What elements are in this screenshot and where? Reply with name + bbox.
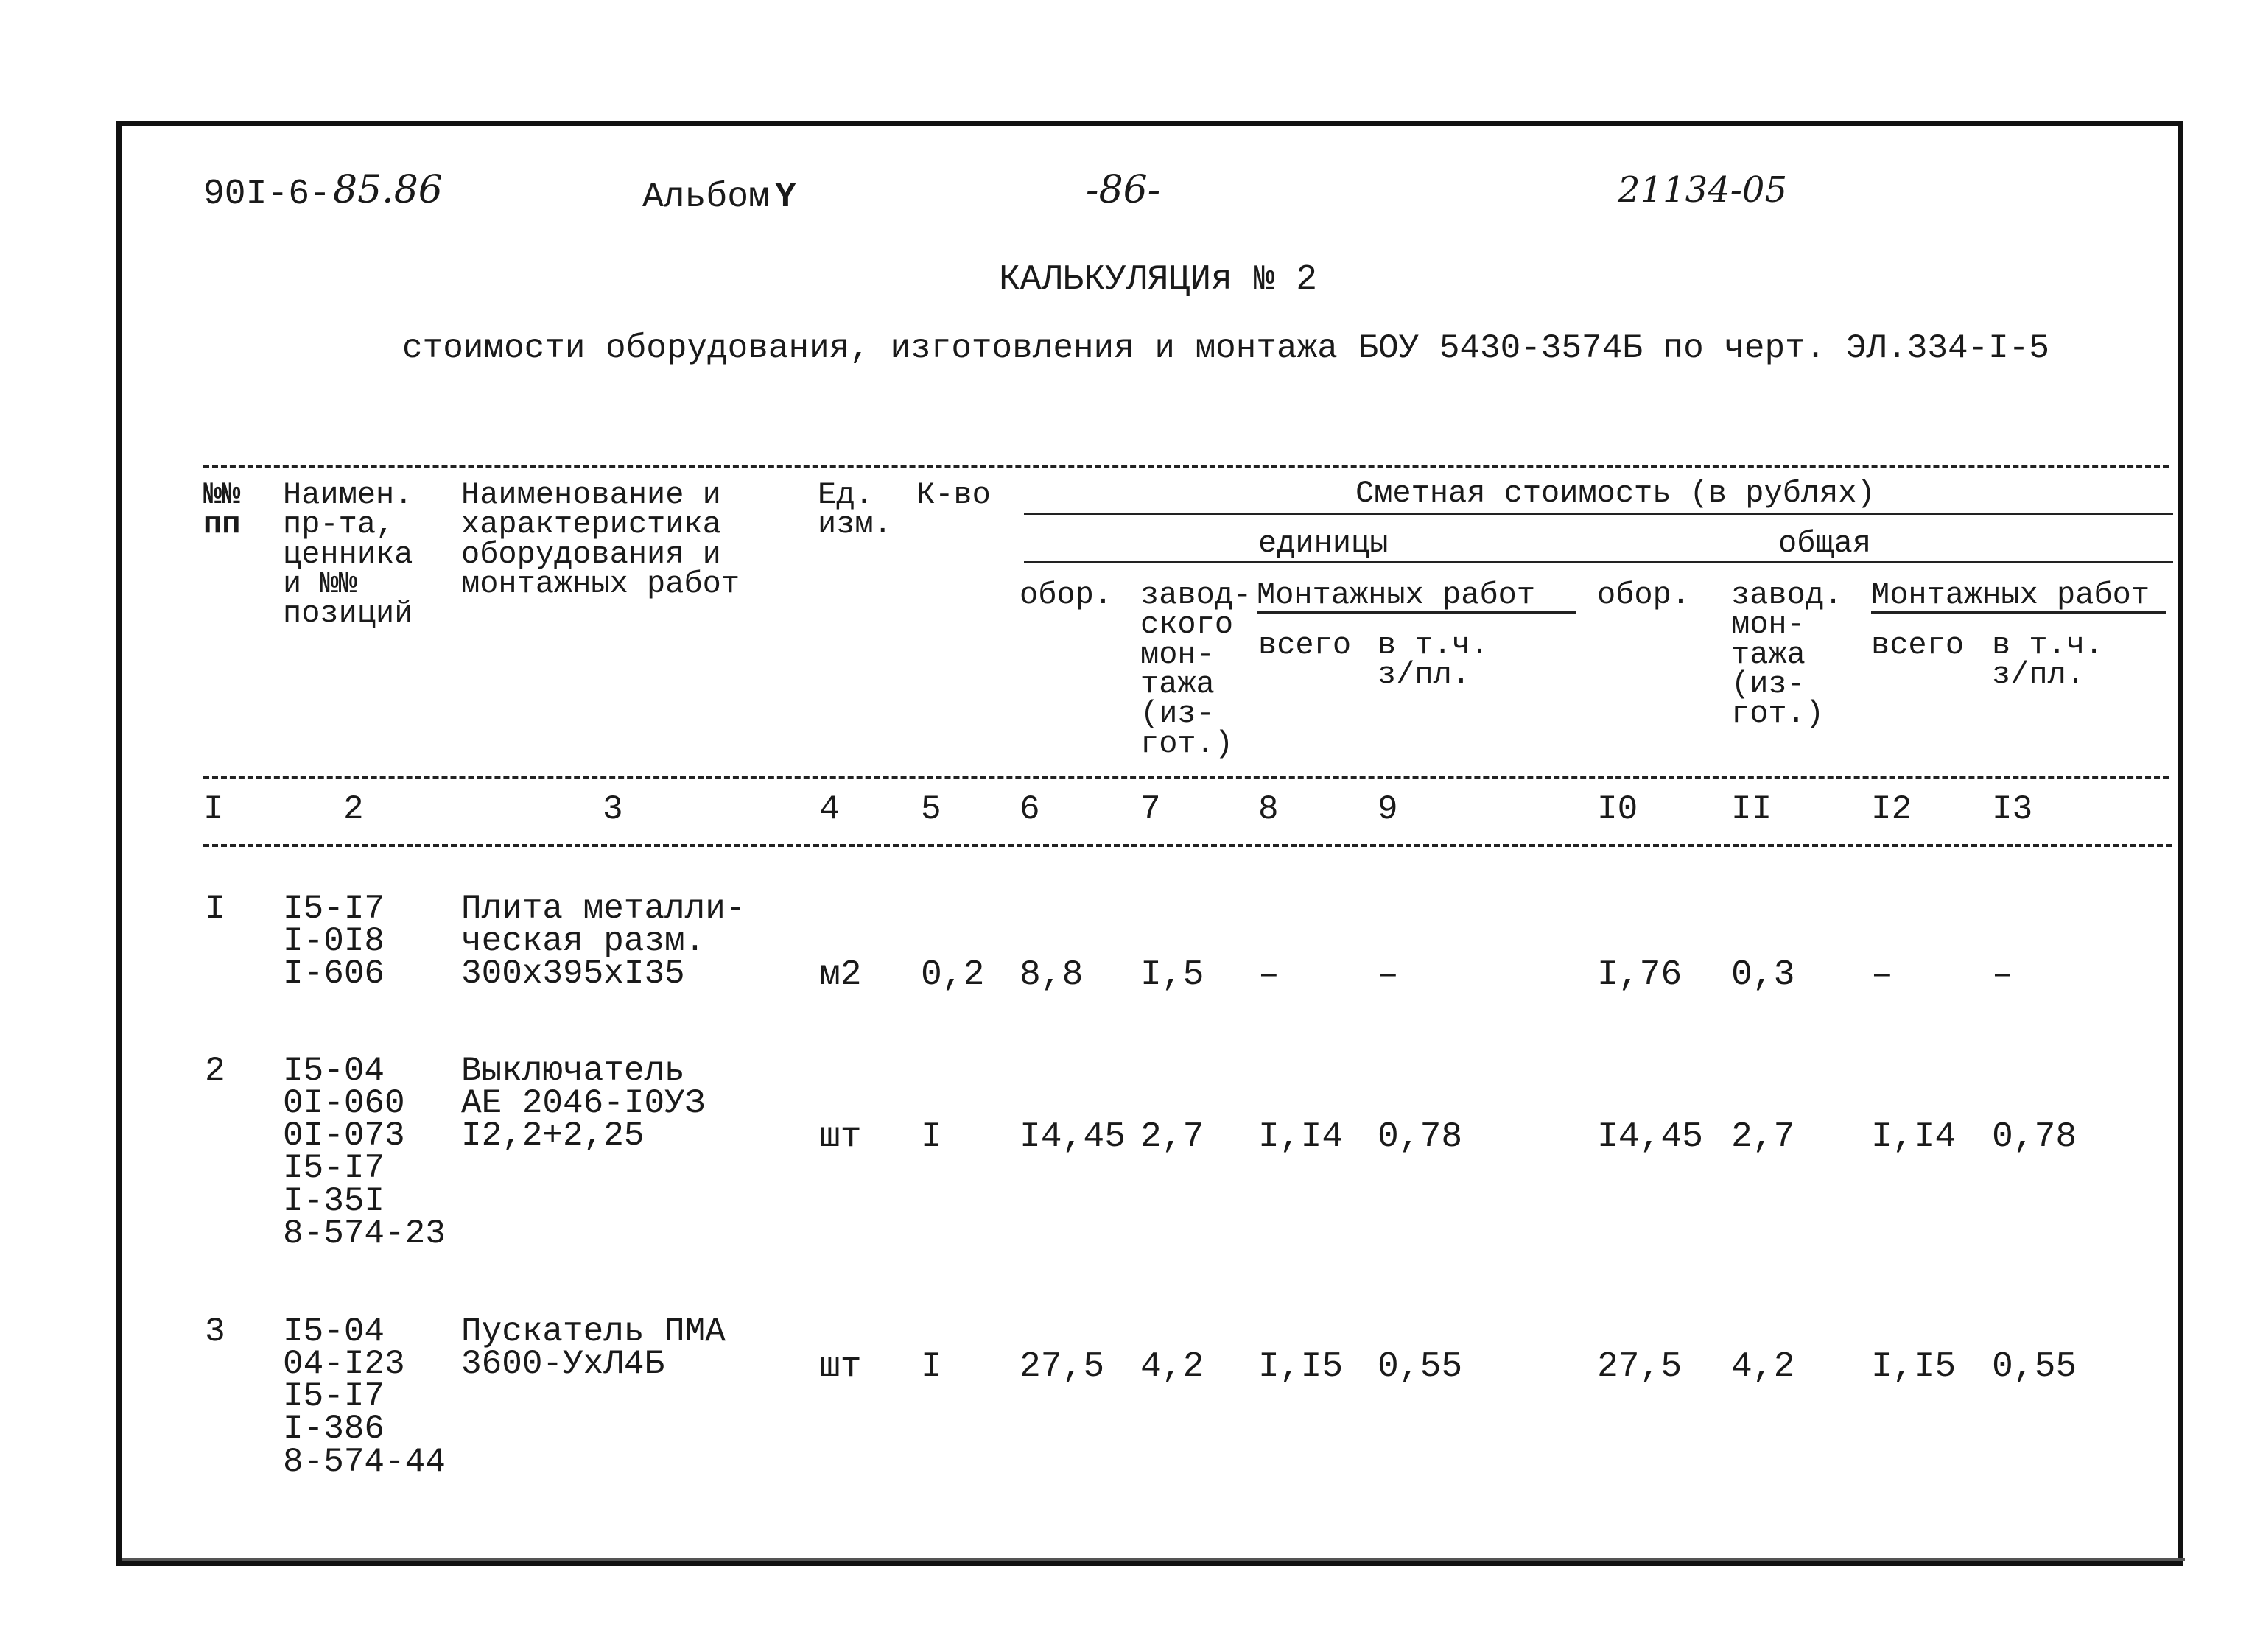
row-3-c8: I,I5 [1258, 1347, 1344, 1387]
row-3-c7: 4,2 [1140, 1347, 1204, 1387]
page-number: -86- [1086, 168, 1161, 212]
row-1-c11: 0,3 [1731, 955, 1795, 995]
row-2-c9: 0,78 [1378, 1117, 1463, 1157]
col-header-no: №№ пп [203, 477, 241, 543]
row-3-c12: I,I5 [1871, 1347, 1957, 1387]
col-number-8: 8 [1258, 790, 1279, 829]
row-1-ref: I5-I7 I-0I8 I-606 [283, 890, 385, 994]
col-number-2: 2 [343, 790, 364, 829]
table-top-rule [203, 465, 2169, 468]
frame-shadow [122, 1558, 2185, 1561]
col-header-mount-unit: Монтажных работ [1257, 577, 1536, 613]
row-1-c9: – [1378, 955, 1399, 995]
col-header-sum-unit: всего [1258, 628, 1352, 663]
row-3-c13: 0,55 [1992, 1347, 2077, 1387]
row-1-c8: – [1258, 955, 1280, 995]
col-header-total-group: общая [1778, 526, 1872, 561]
unit-total-underline [1024, 561, 2173, 563]
row-3-ref: I5-04 04-I23 I5-I7 I-386 8-574-44 [283, 1312, 446, 1481]
col-number-13: I3 [1992, 790, 2033, 829]
row-1-name: Плита металли- ческая разм. 300х395хI35 [461, 890, 746, 994]
estimate-underline [1024, 513, 2173, 515]
col-header-qty: К-во [916, 477, 991, 513]
row-2-number: 2 [205, 1052, 225, 1090]
album-number: Y [775, 177, 796, 217]
col-number-7: 7 [1140, 790, 1161, 829]
row-2-name: Выключатель АЕ 2046-I0УЗ I2,2+2,25 [461, 1052, 706, 1156]
row-1-c7: I,5 [1140, 955, 1204, 995]
col-header-ref: Наимен. пр-та, ценника и №№ позиций [283, 477, 413, 632]
row-2-unit: шт [819, 1117, 862, 1157]
col-header-equip-unit: обор. [1020, 577, 1113, 613]
row-3-c10: 27,5 [1597, 1347, 1683, 1387]
row-3-number: 3 [205, 1312, 225, 1351]
row-2-qty: I [921, 1117, 942, 1157]
col-header-mount-total: Монтажных работ [1871, 577, 2150, 613]
col-number-5: 5 [921, 790, 941, 829]
document-title: КАЛЬКУЛЯЦИя № 2 [999, 260, 1318, 300]
row-3-c9: 0,55 [1378, 1347, 1463, 1387]
col-number-1: I [203, 790, 224, 829]
doc-code-handwritten: 85.86 [333, 168, 443, 212]
col-number-11: II [1731, 790, 1772, 829]
col-number-10: I0 [1597, 790, 1638, 829]
album-label: Альбом [642, 177, 770, 217]
col-number-9: 9 [1378, 790, 1398, 829]
row-2-c10: I4,45 [1597, 1117, 1704, 1157]
col-header-factory-total: завод. мон- тажа (из- гот.) [1731, 577, 1843, 732]
row-1-c13: – [1992, 955, 2013, 995]
col-header-name: Наименование и характеристика оборудования и монтажных работ [461, 477, 740, 602]
row-2-c6: I4,45 [1020, 1117, 1126, 1157]
col-header-factory-unit: завод- ского мон- тажа (из- гот.) [1140, 577, 1252, 762]
document-subtitle: стоимости оборудования, изготовления и монтажа БОУ 5430-3574Б по черт. ЭЛ.334-I-5 [402, 329, 2049, 368]
col-header-wage-unit: в т.ч. з/пл. [1378, 628, 1490, 693]
col-header-unit-group: единицы [1258, 526, 1389, 561]
row-1-c12: – [1871, 955, 1892, 995]
row-2-c7: 2,7 [1140, 1117, 1204, 1157]
col-number-6: 6 [1020, 790, 1040, 829]
row-3-c6: 27,5 [1020, 1347, 1105, 1387]
row-2-c13: 0,78 [1992, 1117, 2077, 1157]
col-header-unit: Ед. изм. [818, 477, 892, 543]
row-2-ref: I5-04 0I-060 0I-073 I5-I7 I-35I 8-574-23 [283, 1052, 446, 1253]
row-1-qty: 0,2 [921, 955, 985, 995]
header-bottom-rule [203, 776, 2169, 779]
row-1-unit: м2 [819, 955, 862, 995]
col-header-wage-total: в т.ч. з/пл. [1992, 628, 2104, 693]
col-number-12: I2 [1871, 790, 1912, 829]
row-3-c11: 4,2 [1731, 1347, 1795, 1387]
colnum-bottom-rule [203, 844, 2172, 847]
row-3-unit: шт [819, 1347, 862, 1387]
row-2-c12: I,I4 [1871, 1117, 1957, 1157]
row-3-qty: I [921, 1347, 942, 1387]
row-1-c6: 8,8 [1020, 955, 1084, 995]
row-1-c10: I,76 [1597, 955, 1683, 995]
col-header-estimate: Сметная стоимость (в рублях) [1355, 476, 1876, 511]
col-header-sum-total: всего [1871, 628, 1965, 663]
archive-number: 21134-05 [1618, 169, 1787, 211]
row-2-c11: 2,7 [1731, 1117, 1795, 1157]
row-1-number: I [205, 890, 225, 928]
doc-code: 90I-6- [203, 175, 331, 214]
row-2-c8: I,I4 [1258, 1117, 1344, 1157]
col-number-4: 4 [819, 790, 840, 829]
col-number-3: 3 [603, 790, 623, 829]
row-3-name: Пускатель ПМА 3600-УхЛ4Б [461, 1312, 726, 1384]
col-header-equip-total: обор. [1597, 577, 1691, 613]
